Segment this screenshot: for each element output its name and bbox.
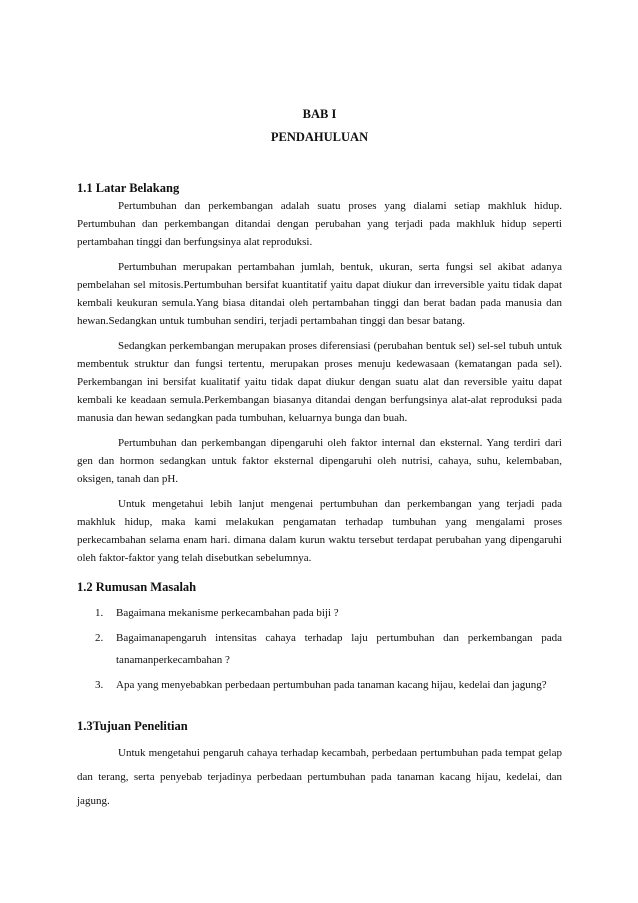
rumusan-list: [77, 602, 562, 696]
section-heading-tujuan-penelitian: 1.3Tujuan Penelitian: [77, 719, 188, 733]
paragraph-latar-2: Pertumbuhan merupakan pertambahan jumlah, bentuk, ukuran, serta fungsi sel akibat adanya pembelahan sel mitosis.Pertumbuhan bersifat kuantitatif yaitu dapat diukur dan irreversible yaitu tidak dapat kembali keukuran semula.Yang biasa ditandai oleh pertambahan tinggi dan berat badan pada manusia dan hewan.Sedangkan untuk tumbuhan sendiri, terjadi pertambahan tinggi dan besar batang.: [77, 261, 562, 327]
section-rumusan-masalah: [77, 579, 562, 696]
list-item-text: Bagaimana mekanisme perkecambahan pada biji ?: [116, 607, 339, 619]
chapter-number: BAB I: [302, 107, 337, 121]
list-item-text: Apa yang menyebabkan perbedaan pertumbuhan pada tanaman kacang hijau, kedelai dan jagung?: [116, 679, 547, 691]
section-heading-latar-belakang: 1.1 Latar Belakang: [77, 181, 180, 195]
list-item: [95, 627, 562, 671]
list-item: [95, 602, 562, 624]
list-item-number: 1.: [95, 607, 104, 619]
paragraph-latar-3: Sedangkan perkembangan merupakan proses diferensiasi (perubahan bentuk sel) sel-sel tubuh untuk membentuk struktur dan fungsi tertentu, merupakan proses menuju kedewasaan (kematangan pada sel). Perkembangan ini bersifat kualitatif yaitu tidak dapat diukur dengan suatu alat dan reversible yaitu dapat kembali ke keadaan semula.Perkembangan biasanya ditandai dengan berfungsinya alat-alat reproduksi pada manusia dan hewan sedangkan pada tumbuhan, keluarnya bunga dan buah.: [77, 340, 562, 424]
section-latar-belakang: [77, 180, 562, 567]
list-item-number: 2.: [95, 632, 104, 644]
list-item-number: 3.: [95, 679, 104, 691]
section-heading-rumusan-masalah: 1.2 Rumusan Masalah: [77, 580, 197, 594]
list-item: [95, 674, 562, 696]
section-tujuan-penelitian: [77, 718, 562, 813]
paragraph-latar-1: Pertumbuhan dan perkembangan adalah suatu proses yang dialami setiap makhluk hidup. Pertumbuhan dan perkembangan ditandai dengan perubahan yang terjadi pada makhluk hidup seperti pertambahan tinggi dan berfungsinya alat reproduksi.: [77, 200, 562, 248]
paragraph-latar-4: Pertumbuhan dan perkembangan dipengaruhi oleh faktor internal dan eksternal. Yang terdiri dari gen dan hormon sedangkan untuk faktor eksternal dipengaruhi oleh nutrisi, cahaya, suhu, kelembaban, oksigen, tanah dan pH.: [77, 437, 562, 485]
paragraph-tujuan: Untuk mengetahui pengaruh cahaya terhadap kecambah, perbedaan pertumbuhan pada tempat gelap dan terang, serta penyebab terjadinya perbedaan pertumbuhan pada tanaman kacang hijau, kedelai, dan jagung.: [77, 747, 562, 807]
chapter-title: PENDAHULUAN: [270, 130, 369, 144]
list-item-text: Bagaimanapengaruh intensitas cahaya terhadap laju pertumbuhan dan perkembangan pada tanamanperkecambahan ?: [116, 632, 562, 666]
paragraph-latar-5: Untuk mengetahui lebih lanjut mengenai pertumbuhan dan perkembangan yang terjadi pada makhluk hidup, maka kami melakukan pengamatan terhadap tumbuhan yang mengalami proses perkecambahan selama enam hari. dimana dalam kurun waktu tersebut terdapat perubahan yang dipengaruhi oleh faktor-faktor yang telah disebutkan sebelumnya.: [77, 498, 562, 564]
